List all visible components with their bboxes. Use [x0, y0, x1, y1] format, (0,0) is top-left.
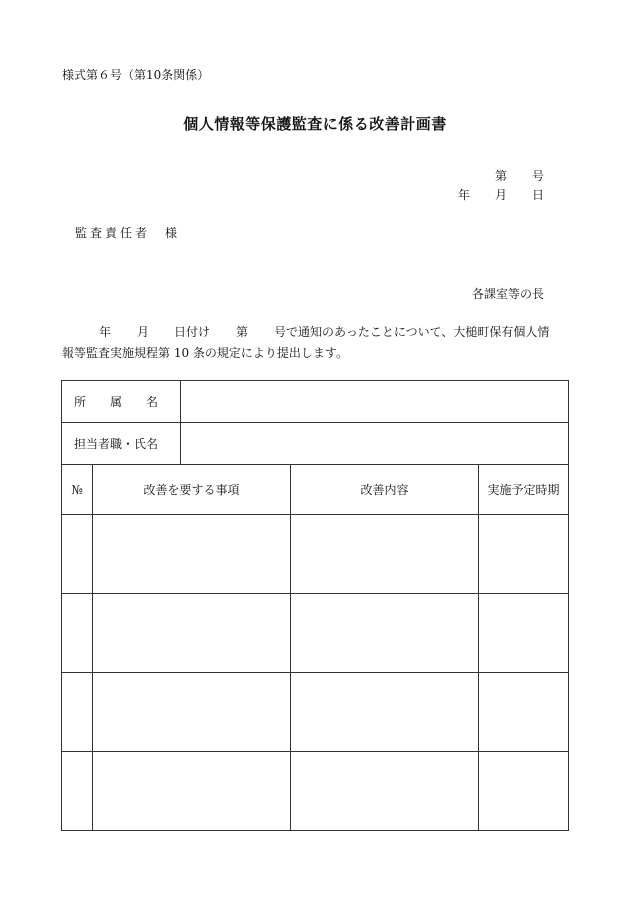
form-number: 様式第６号（第10条関係）: [62, 68, 210, 82]
affiliation-row: [62, 381, 569, 423]
body-year: 年: [99, 325, 112, 339]
cell-no[interactable]: [62, 515, 93, 594]
date-day: 日: [532, 188, 545, 202]
body-month: 月: [137, 325, 150, 339]
date-month: 月: [495, 188, 508, 202]
cell-content[interactable]: [291, 673, 479, 752]
affiliation-label: 所 属 名: [62, 381, 181, 423]
body-text-line2: 報等監査実施規程第 10 条の規定により提出します。: [62, 346, 348, 360]
cell-schedule[interactable]: [479, 594, 569, 673]
cell-no[interactable]: [62, 594, 93, 673]
doc-number-go: 号: [532, 169, 545, 183]
person-field[interactable]: [181, 423, 569, 465]
doc-number-dai: 第: [495, 169, 508, 183]
body-date-suffix: 日付け: [174, 325, 211, 339]
person-row: [62, 423, 569, 465]
addressee: 監査責任者 様: [75, 226, 181, 240]
cell-no[interactable]: [62, 673, 93, 752]
sender: 各課室等の長: [471, 287, 544, 301]
cell-issue[interactable]: [93, 673, 291, 752]
body-text-line1: 号で通知のあったことについて、大槌町保有個人情: [274, 325, 550, 339]
table-row: [62, 752, 569, 831]
document-title: 個人情報等保護監査に係る改善計画書: [183, 115, 447, 133]
cell-issue[interactable]: [93, 752, 291, 831]
table-row: [62, 515, 569, 594]
cell-issue[interactable]: [93, 515, 291, 594]
table-header-row: [62, 465, 569, 515]
cell-schedule[interactable]: [479, 673, 569, 752]
cell-content[interactable]: [291, 752, 479, 831]
cell-no[interactable]: [62, 752, 93, 831]
col-header-issue: 改善を要する事項: [93, 465, 291, 515]
cell-content[interactable]: [291, 594, 479, 673]
table-row: [62, 673, 569, 752]
body-dai: 第: [236, 325, 249, 339]
person-label: 担当者職・氏名: [62, 423, 181, 465]
cell-schedule[interactable]: [479, 515, 569, 594]
col-header-no: №: [62, 465, 93, 515]
cell-schedule[interactable]: [479, 752, 569, 831]
improvement-plan-table: [61, 380, 569, 831]
col-header-schedule: 実施予定時期: [479, 465, 569, 515]
table-row: [62, 594, 569, 673]
col-header-content: 改善内容: [291, 465, 479, 515]
cell-issue[interactable]: [93, 594, 291, 673]
affiliation-field[interactable]: [181, 381, 569, 423]
date-year: 年: [458, 188, 471, 202]
cell-content[interactable]: [291, 515, 479, 594]
